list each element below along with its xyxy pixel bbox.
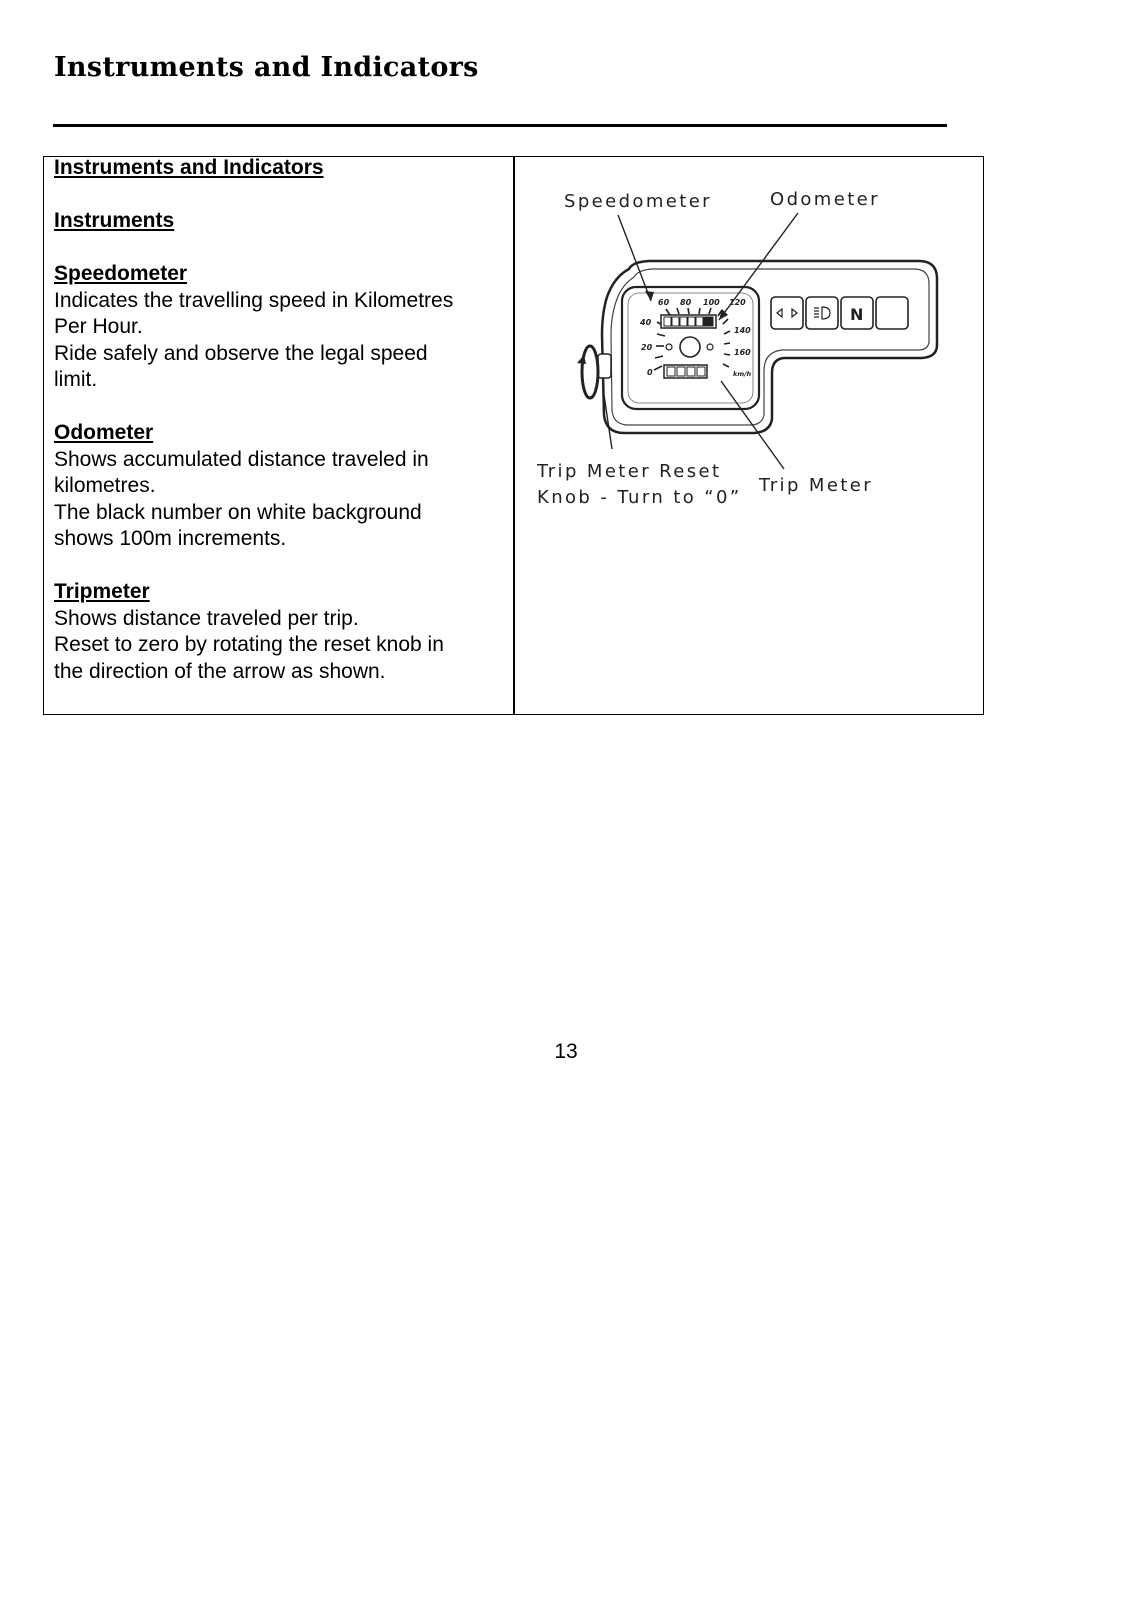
dial-number: 20 bbox=[641, 343, 653, 352]
section-text: Per Hour. bbox=[54, 315, 143, 338]
turn-signal-icon bbox=[771, 297, 803, 329]
section-speedometer bbox=[54, 261, 504, 394]
needle-hub bbox=[680, 337, 700, 357]
instrument-cluster-svg bbox=[514, 157, 984, 714]
instrument-diagram bbox=[514, 157, 984, 714]
odometer-display bbox=[661, 315, 716, 328]
dial-number: 100 bbox=[703, 298, 720, 307]
section-text: Reset to zero by rotating the reset knob in bbox=[54, 633, 444, 656]
section-text: limit. bbox=[54, 368, 98, 391]
table-heading: Instruments and Indicators bbox=[54, 156, 324, 179]
table-subheading: Instruments bbox=[54, 209, 175, 232]
page-number: 13 bbox=[554, 1040, 578, 1063]
dial-number: 0 bbox=[647, 368, 653, 377]
title-rule bbox=[53, 124, 947, 127]
section-text: the direction of the arrow as shown. bbox=[54, 659, 386, 683]
dial-number: 140 bbox=[734, 326, 751, 335]
dial-number: 80 bbox=[680, 298, 692, 307]
section-text: shows 100m increments. bbox=[54, 527, 287, 550]
trip-meter-display bbox=[664, 365, 707, 378]
section-title: Odometer bbox=[54, 421, 154, 444]
section-text: The black number on white background bbox=[54, 500, 422, 524]
odometer-label: Odometer bbox=[770, 189, 880, 210]
section-text: Shows accumulated distance traveled in bbox=[54, 447, 429, 471]
section-title: Speedometer bbox=[54, 262, 188, 285]
content-table bbox=[43, 156, 984, 715]
section-text: Shows distance traveled per trip. bbox=[54, 606, 359, 630]
dial-number: 120 bbox=[729, 298, 746, 307]
trip-meter-label: Trip Meter bbox=[759, 475, 874, 496]
unit-label: km/h bbox=[733, 370, 752, 378]
page-title: Instruments and Indicators bbox=[54, 52, 479, 83]
indicator-panel bbox=[771, 297, 908, 329]
section-text: Indicates the travelling speed in Kilometres bbox=[54, 288, 454, 312]
reset-knob-label-line1: Trip Meter Reset bbox=[537, 461, 722, 482]
speedometer-label: Speedometer bbox=[564, 191, 712, 212]
dial-number: 160 bbox=[734, 348, 751, 357]
section-text: Ride safely and observe the legal speed bbox=[54, 341, 428, 365]
blank-indicator bbox=[876, 297, 908, 329]
text-column bbox=[54, 157, 504, 685]
section-text: kilometres. bbox=[54, 474, 156, 497]
section-title: Tripmeter bbox=[54, 580, 150, 603]
reset-knob-label-line2: Knob - Turn to “0” bbox=[537, 487, 742, 508]
section-odometer bbox=[54, 420, 504, 553]
dial-number: 60 bbox=[658, 298, 670, 307]
dial-number: 40 bbox=[640, 318, 652, 327]
neutral-letter: N bbox=[850, 305, 864, 324]
section-tripmeter bbox=[54, 579, 504, 685]
reset-knob bbox=[577, 346, 611, 398]
